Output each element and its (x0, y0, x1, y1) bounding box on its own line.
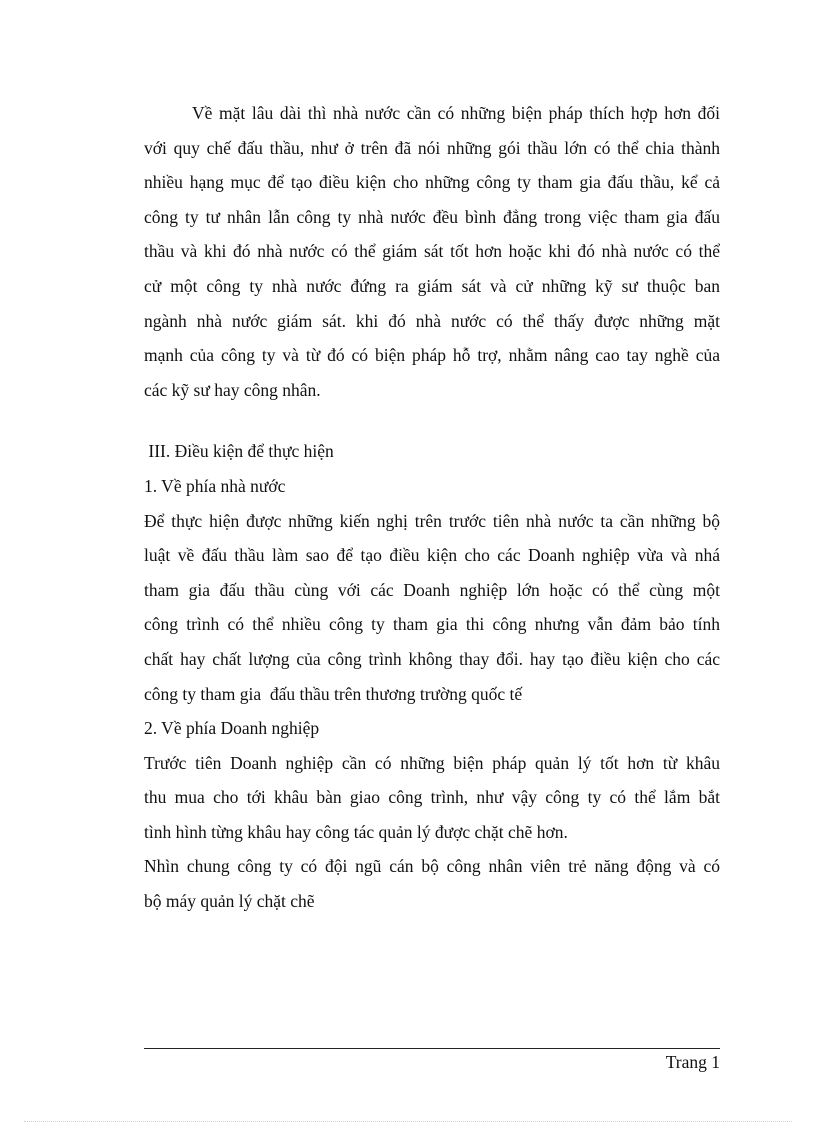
text-line: các kỹ sư hay công nhân. (144, 379, 321, 400)
text-line: Trước tiên Doanh nghiệp cần có những biện pháp quản lý tốt hơn từ khâu (144, 752, 720, 773)
page-number: Trang 1 (665, 1052, 720, 1072)
text-line: chất hay chất lượng của công trình không thay đổi. hay tạo điều kiện cho các (144, 648, 720, 669)
paragraph-overall-assessment (144, 849, 720, 918)
text-line: luật về đấu thầu làm sao để tạo điều kiện cho các Doanh nghiệp vừa và nhá (144, 545, 720, 566)
paragraph-long-term-measures (144, 96, 720, 407)
text-line: thu mua cho tới khâu bàn giao công trình, như vậy công ty có thể lắm bắt (144, 787, 720, 808)
text-line: công ty tham gia đấu thầu trên thương trường quốc tế (144, 683, 523, 704)
paragraph-spacer (144, 407, 720, 434)
text-line: với quy chế đấu thầu, như ở trên đã nói những gói thầu lớn có thể chia thành (144, 137, 720, 158)
subheading-enterprise-side: 2. Về phía Doanh nghiệp (144, 718, 320, 739)
text-line: tình hình từng khâu hay công tác quản lý được chặt chẽ hơn. (144, 821, 568, 842)
text-line: tham gia đấu thầu cùng với các Doanh nghiệp lớn hoặc có thể cùng một (144, 579, 720, 600)
paragraph-enterprise-measures (144, 746, 720, 850)
page-edge-divider (24, 1121, 792, 1122)
text-line: bộ máy quản lý chặt chẽ (144, 891, 315, 912)
text-line: Nhìn chung công ty có đội ngũ cán bộ công nhân viên trẻ năng động và có (144, 856, 720, 877)
text-line: Về mặt lâu dài thì nhà nước cần có những biện pháp thích hợp hơn đối (192, 103, 720, 123)
section-heading: III. Điều kiện để thực hiện (144, 441, 334, 462)
text-line: ngành nhà nước giám sát. khi đó nhà nước có thể thấy được những mặt (144, 310, 720, 331)
text-line: cử một công ty nhà nước đứng ra giám sát và cử những kỹ sư thuộc ban (144, 275, 720, 296)
document-body (144, 96, 720, 919)
text-line: Để thực hiện được những kiến nghị trên trước tiên nhà nước ta cần những bộ (144, 510, 720, 531)
text-line: thầu và khi đó nhà nước có thể giám sát tốt hơn hoặc khi đó nhà nước có thể (144, 241, 720, 262)
text-line: công trình có thể nhiều công ty tham gia thi công nhưng vẫn đảm bảo tính (144, 614, 720, 635)
paragraph-state-measures (144, 504, 720, 712)
text-line: nhiều hạng mục để tạo điều kiện cho những công ty tham gia đấu thầu, kể cả (144, 172, 720, 193)
text-line: công ty tư nhân lẫn công ty nhà nước đều bình đẳng trong việc tham gia đấu (144, 206, 720, 227)
text-line: mạnh của công ty và từ đó có biện pháp hỗ trợ, nhằm nâng cao tay nghề của (144, 345, 720, 366)
footer-divider (144, 1048, 720, 1049)
subheading-state-side: 1. Về phía nhà nước (144, 475, 286, 496)
